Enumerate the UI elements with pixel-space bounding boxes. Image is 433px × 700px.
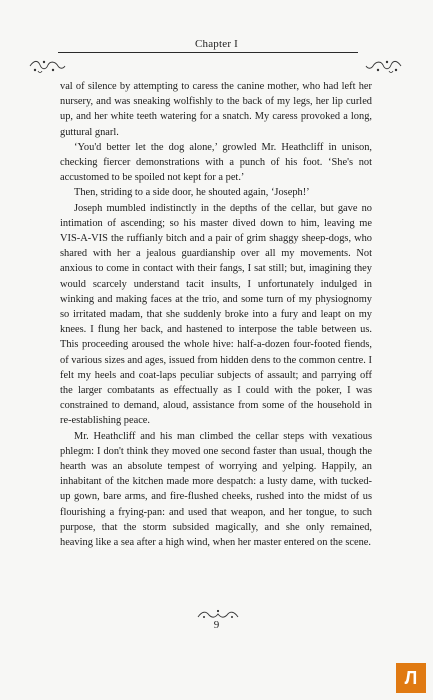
paragraph: Joseph mumbled indistinctly in the depths of the cellar, but gave no intimation of ascending; so his master dived down to him, leaving me VIS-A-VIS the ruffianly bitch and a pair of grim shaggy sheep-dogs, who shared with her a jealous guardianship over all my movements. Not anxious to come in contact with their fangs, I sat still; but, imagining they would scarcely understand tacit insults, I unfortunately indulged in winking and making faces at the trio, and some turn of my physiognomy so irritated madam, that she suddenly broke into a fury and leapt on my knees. I flung her back, and hastened to interpose the table between us. This proceeding aroused the whole hive: half-a-dozen four-footed fiends, of various sizes and ages, issued from hidden dens to the common centre. I felt my heels and coat-laps peculiar subjects of assault; and parrying off the larger combatants as effectually as I could with the poker, I was constrained to demand, aloud, assistance from some of the household in re-establishing peace. <box>60 202 372 427</box>
flourish-left-ornament-icon <box>28 58 66 74</box>
publisher-logo-badge <box>396 663 426 693</box>
paragraph: Mr. Heathcliff and his man climbed the cellar steps with vexatious phlegm: I don't think they moved one second faster than usual, though the hearth was an absolute tempest of worrying and yelping. Happily, an inhabitant of the kitchen made more despatch: a lusty dame, with tucked-up gown, bare arms, and fire-flushed cheeks, rushed into the midst of us flourishing a frying-pan: and used that weapon, and her tongue, to such purpose, that the storm subsided magically, and she only remained, heaving like a sea after a high wind, when her master entered on the scene. <box>60 430 372 549</box>
flourish-right-ornament-icon <box>365 58 403 74</box>
publisher-logo-letter: Л <box>404 667 418 688</box>
page-number: 9 <box>213 619 220 631</box>
header-rule <box>58 52 358 53</box>
chapter-label: Chapter I <box>194 38 239 50</box>
paragraph: Then, striding to a side door, he shouted again, ‘Joseph!’ <box>74 187 310 199</box>
paragraph: val of silence by attempting to caress the canine mother, who had left her nursery, and was sneaking wolfishly to the back of my legs, her lip curled up, and her white teeth watering for a snatch. My caress provoked a long, guttural gnarl. <box>60 81 372 138</box>
paragraph: ‘You'd better let the dog alone,’ growled Mr. Heathcliff in unison, checking fiercer demonstrations with a punch of his foot. ‘She's not accustomed to be spoiled not kept for a pet.’ <box>60 141 372 184</box>
body-text <box>60 79 372 550</box>
